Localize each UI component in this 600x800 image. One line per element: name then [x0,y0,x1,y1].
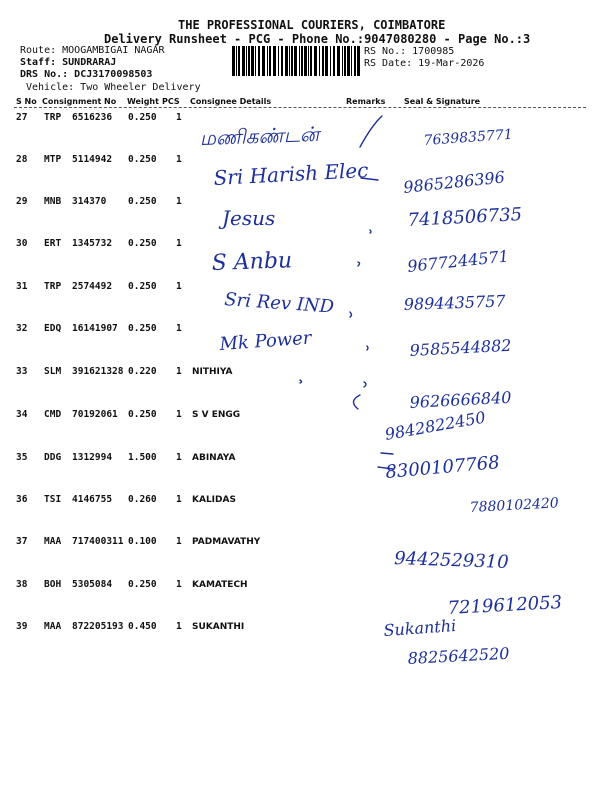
col-consignee: Consignee Details [190,97,272,106]
handwritten-r32-phone: 9585544882 [409,335,512,360]
row-sno: 28 [16,154,28,165]
row-pcs: 1 [176,409,182,420]
row-sno: 37 [16,536,28,547]
col-sno: S No [16,97,37,106]
row-consignment-no: 717400311 [72,536,124,547]
row-consignment-no: 2574492 [72,281,113,292]
row-code: TRP [44,281,62,292]
handwritten-r30-name: S Anbu [211,248,293,276]
row-sno: 38 [16,579,28,590]
row-pcs: 1 [176,112,182,123]
handwritten-r32-name: Mk Power [218,327,313,355]
handwritten-r27-phone: 7639835771 [423,126,514,149]
row-weight: 0.250 [128,281,157,292]
row-weight: 0.250 [128,238,157,249]
row-consignment-no: 1312994 [72,452,113,463]
handwritten-r36-phone: 7880102420 [469,495,560,516]
row-consignment-no: 6516236 [72,112,113,123]
vehicle-label: Vehicle: Two Wheeler Delivery [26,82,201,93]
row-code: BOH [44,579,62,590]
row-pcs: 1 [176,452,182,463]
row-consignment-no: 5114942 [72,154,113,165]
drs-label: DRS No.: DCJ3170098503 [20,69,153,80]
handwritten-r27-name: மணிகண்டன் [199,121,320,150]
row-consignment-no: 5305084 [72,579,113,590]
row-weight: 0.260 [128,494,157,505]
row-code: MAA [44,536,62,547]
row-code: MTP [44,154,62,165]
col-seal: Seal & Signature [404,97,481,106]
row-consignee: ABINAYA [192,453,236,463]
row-weight: 0.250 [128,154,157,165]
row-weight: 0.250 [128,409,157,420]
handwritten-r31-phone: 9894435757 [403,291,506,314]
row-pcs: 1 [176,494,182,505]
row-code: TSI [44,494,62,505]
handwritten-r29-phone: 7418506735 [407,204,523,231]
col-consignment: Consignment No [42,97,117,106]
row-code: MAA [44,621,62,632]
row-consignee: PADMAVATHY [192,537,261,547]
row-weight: 0.100 [128,536,157,547]
row-consignee: SUKANTHI [192,622,245,632]
route-label: Route: MOOGAMBIGAI NAGAR [20,45,165,56]
rs-date-label: RS Date: 19-Mar-2026 [364,58,485,69]
row-code: DDG [44,452,62,463]
row-sno: 31 [16,281,28,292]
row-code: MNB [44,196,62,207]
row-consignment-no: 391621328 [72,366,124,377]
row-sno: 29 [16,196,28,207]
row-weight: 0.250 [128,196,157,207]
handwritten-r28-phone: 9865286396 [402,167,506,197]
row-consignee: NITHIYA [192,367,233,377]
row-code: SLM [44,366,62,377]
handwritten-r29-name: Jesus [222,206,276,230]
row-sno: 35 [16,452,28,463]
row-pcs: 1 [176,579,182,590]
row-pcs: 1 [176,323,182,334]
handwritten-r30-phone: 9677244571 [406,246,510,276]
row-weight: 0.220 [128,366,157,377]
row-code: ERT [44,238,62,249]
row-pcs: 1 [176,154,182,165]
handwritten-r31-name: Sri Rev IND [223,289,335,318]
handwritten-r39-name: Sukanthi [382,615,457,640]
row-pcs: 1 [176,238,182,249]
row-consignment-no: 4146755 [72,494,113,505]
runsheet-subtitle: Delivery Runsheet - PCG - Phone No.:9047080280 - Page No.:3 [104,32,531,46]
staff-label: Staff: SUNDRARAJ [20,57,117,68]
row-code: EDQ [44,323,62,334]
handwritten-r37-phone: 9442529310 [393,548,510,573]
row-code: TRP [44,112,62,123]
handwritten-r38-phone: 7219612053 [447,592,563,619]
row-sno: 32 [16,323,28,334]
row-pcs: 1 [176,366,182,377]
row-pcs: 1 [176,621,182,632]
row-consignment-no: 314370 [72,196,107,207]
row-consignment-no: 70192061 [72,409,118,420]
row-sno: 27 [16,112,28,123]
row-weight: 0.250 [128,579,157,590]
handwritten-r28-name: Sri Harish Elec [213,157,369,190]
handwritten-r33-phone: 9626666840 [409,387,512,412]
row-weight: 0.250 [128,323,157,334]
row-pcs: 1 [176,196,182,207]
row-code: CMD [44,409,62,420]
col-pcs: PCS [162,97,180,106]
handwritten-r39-phone: 8825642520 [407,643,510,668]
row-pcs: 1 [176,536,182,547]
handwritten-r34-phone: 9842822450 [383,407,487,444]
company-title: THE PROFESSIONAL COURIERS, COIMBATORE [178,18,446,32]
row-consignee: KALIDAS [192,495,236,505]
row-consignment-no: 16141907 [72,323,118,334]
row-consignment-no: 872205193 [72,621,124,632]
row-weight: 1.500 [128,452,157,463]
row-weight: 0.450 [128,621,157,632]
row-sno: 36 [16,494,28,505]
row-weight: 0.250 [128,112,157,123]
row-consignee: S V ENGG [192,410,241,420]
row-sno: 33 [16,366,28,377]
col-remarks: Remarks [346,97,386,106]
col-weight: Weight [127,97,159,106]
row-consignment-no: 1345732 [72,238,113,249]
handwritten-r35-phone: 8300107768 [384,452,501,483]
row-consignee: KAMATECH [192,580,248,590]
row-sno: 39 [16,621,28,632]
row-sno: 30 [16,238,28,249]
rs-no-label: RS No.: 1700985 [364,46,455,57]
row-sno: 34 [16,409,28,420]
row-pcs: 1 [176,281,182,292]
